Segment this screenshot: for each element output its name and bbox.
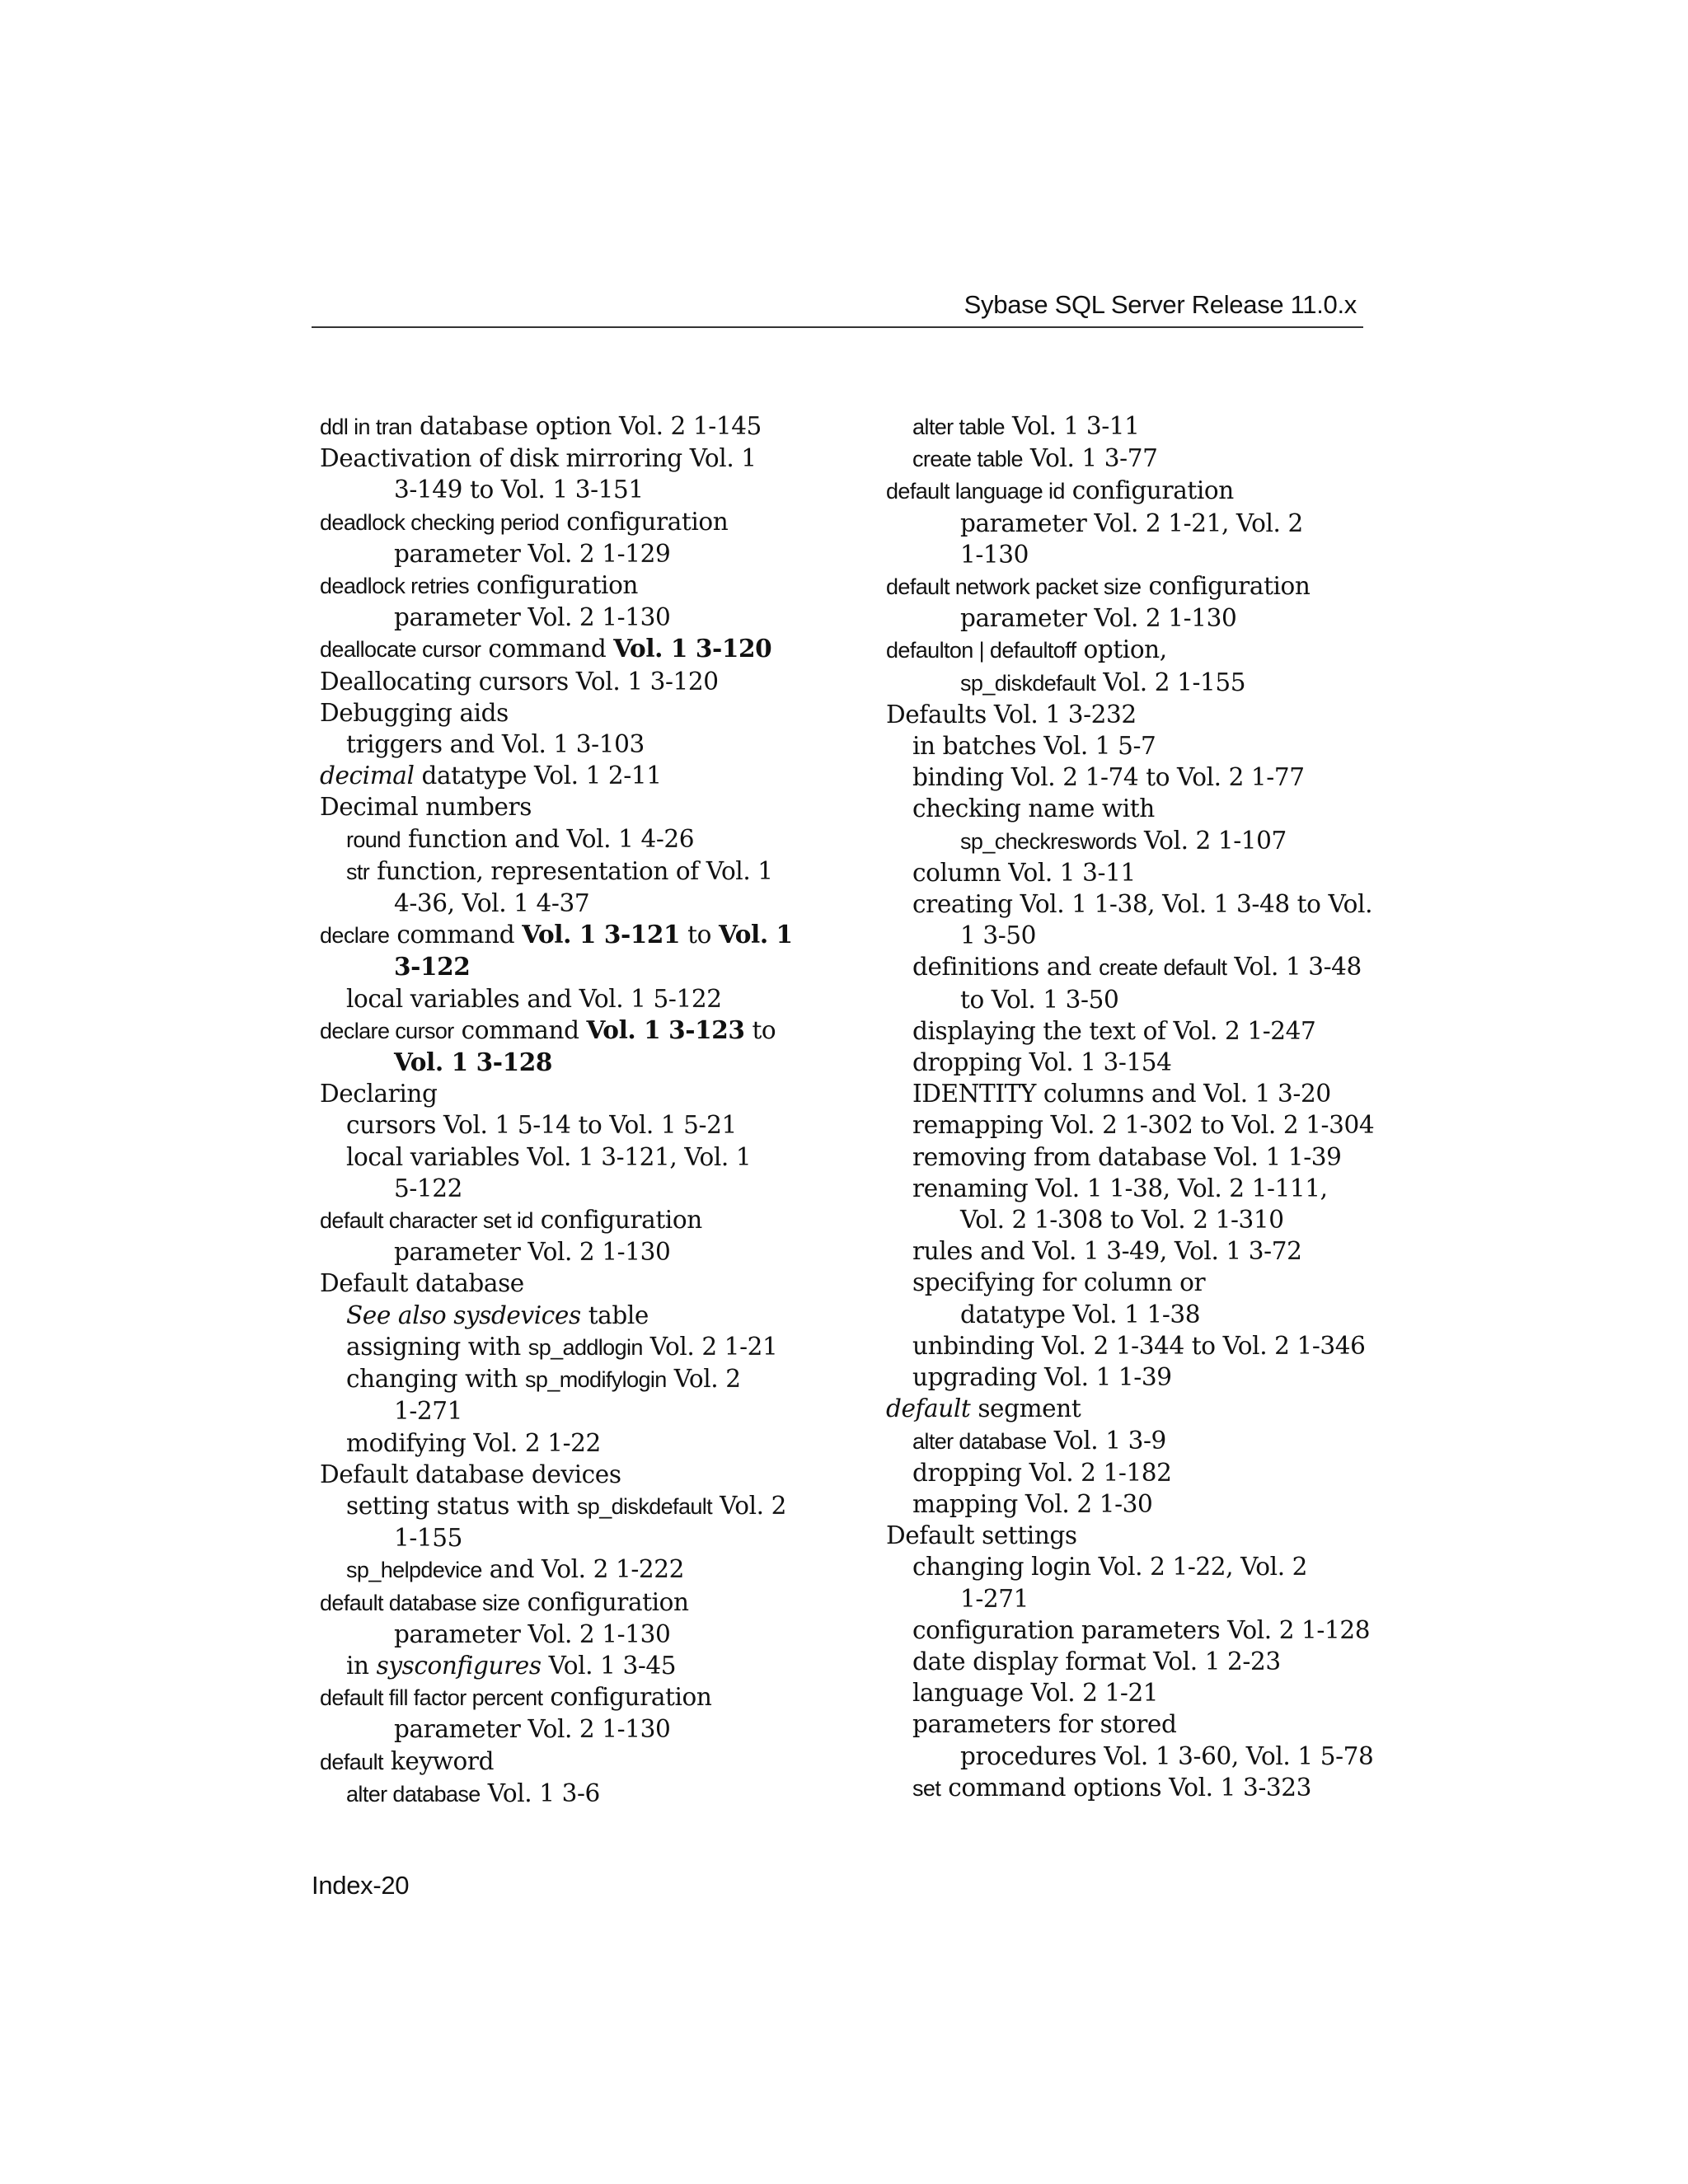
- index-entry: Decimal numbers: [320, 793, 532, 822]
- index-subentry: alter database Vol. 1 3-6: [346, 1779, 600, 1807]
- index-subentry: IDENTITY columns and Vol. 1 3-20: [912, 1080, 1331, 1108]
- index-entry-continuation: parameter Vol. 2 1-130: [394, 1715, 671, 1744]
- index-subentry: alter database Vol. 1 3-9: [912, 1426, 1166, 1455]
- index-entry-continuation: 1-271: [394, 1397, 463, 1426]
- index-entry: defaulton | defaultoff option,: [886, 635, 1167, 664]
- index-subentry: local variables and Vol. 1 5-122: [346, 984, 722, 1013]
- index-entry-continuation: parameter Vol. 2 1-21, Vol. 2: [960, 509, 1303, 537]
- index-subentry: changing with sp_modifylogin Vol. 2: [346, 1365, 741, 1394]
- index-subentry: binding Vol. 2 1-74 to Vol. 2 1-77: [912, 763, 1305, 792]
- index-entry-continuation: sp_checkreswords Vol. 2 1-107: [960, 826, 1287, 855]
- index-entry: declare command Vol. 1 3-121 to Vol. 1: [320, 920, 793, 949]
- index-entry-continuation: sp_diskdefault Vol. 2 1-155: [960, 668, 1246, 696]
- index-subentry: create table Vol. 1 3-77: [912, 444, 1158, 473]
- index-column-left: [320, 410, 847, 1810]
- index-entry-continuation: datatype Vol. 1 1-38: [960, 1300, 1201, 1329]
- index-entry-continuation: 1-130: [960, 540, 1029, 569]
- index-entry: default database size configuration: [320, 1587, 689, 1616]
- index-entry: Default settings: [886, 1521, 1077, 1550]
- index-subentry: specifying for column or: [912, 1268, 1206, 1297]
- index-subentry: remapping Vol. 2 1-302 to Vol. 2 1-304: [912, 1111, 1375, 1140]
- index-subentry: removing from database Vol. 1 1-39: [912, 1142, 1342, 1171]
- index-entry: deadlock checking period configuration: [320, 507, 729, 536]
- index-entry-continuation: 5-122: [394, 1174, 463, 1202]
- index-subentry: sp_helpdevice and Vol. 2 1-222: [346, 1555, 684, 1584]
- index-entry: default network packet size configuration: [886, 572, 1311, 601]
- index-entry-continuation: Vol. 2 1-308 to Vol. 2 1-310: [960, 1206, 1284, 1235]
- index-entry: default character set id configuration: [320, 1206, 702, 1235]
- index-subentry: renaming Vol. 1 1-38, Vol. 2 1-111,: [912, 1174, 1328, 1202]
- index-subentry: alter table Vol. 1 3-11: [912, 412, 1140, 440]
- index-entry-continuation: 1-155: [394, 1524, 463, 1553]
- index-subentry: creating Vol. 1 1-38, Vol. 1 3-48 to Vol.: [912, 890, 1373, 919]
- index-entry: ddl in tran database option Vol. 2 1-145: [320, 412, 762, 440]
- index-subentry: column Vol. 1 3-11: [912, 858, 1136, 887]
- index-subentry: cursors Vol. 1 5-14 to Vol. 1 5-21: [346, 1111, 737, 1140]
- index-entry-continuation: parameter Vol. 2 1-130: [394, 1238, 671, 1267]
- index-subentry: triggers and Vol. 1 3-103: [346, 730, 645, 759]
- index-entry-continuation: to Vol. 1 3-50: [960, 985, 1119, 1014]
- index-subentry: assigning with sp_addlogin Vol. 2 1-21: [346, 1332, 778, 1361]
- running-header: Sybase SQL Server Release 11.0.x: [964, 290, 1357, 319]
- index-entry-continuation: 3-149 to Vol. 1 3-151: [394, 476, 644, 504]
- header-rule: [312, 326, 1363, 328]
- index-subentry: parameters for stored: [912, 1710, 1177, 1739]
- index-entry: Default database devices: [320, 1460, 621, 1488]
- index-subentry: setting status with sp_diskdefault Vol. 2: [346, 1491, 786, 1520]
- index-entry-continuation: parameter Vol. 2 1-130: [394, 603, 671, 632]
- index-subentry: rules and Vol. 1 3-49, Vol. 1 3-72: [912, 1237, 1302, 1266]
- index-entry: default language id configuration: [886, 476, 1234, 505]
- index-entry-continuation: parameter Vol. 2 1-129: [394, 539, 671, 568]
- index-subentry: configuration parameters Vol. 2 1-128: [912, 1615, 1371, 1644]
- index-subentry: checking name with: [912, 794, 1155, 823]
- index-entry-continuation: procedures Vol. 1 3-60, Vol. 1 5-78: [960, 1741, 1374, 1770]
- index-subentry: See also sysdevices table: [346, 1301, 649, 1329]
- index-entry: default segment: [886, 1394, 1081, 1423]
- index-subentry: in sysconfigures Vol. 1 3-45: [346, 1651, 677, 1680]
- index-subentry: round function and Vol. 1 4-26: [346, 824, 695, 853]
- index-entry: default keyword: [320, 1746, 495, 1775]
- index-subentry: mapping Vol. 2 1-30: [912, 1489, 1153, 1518]
- index-entry: deadlock retries configuration: [320, 571, 639, 600]
- index-entry-continuation: parameter Vol. 2 1-130: [960, 604, 1237, 633]
- index-subentry: language Vol. 2 1-21: [912, 1679, 1159, 1708]
- index-entry: default fill factor percent configuration: [320, 1683, 712, 1712]
- index-entry: Declaring: [320, 1080, 438, 1108]
- index-subentry: set command options Vol. 1 3-323: [912, 1773, 1312, 1802]
- index-entry-continuation: 4-36, Vol. 1 4-37: [394, 889, 590, 918]
- index-subentry: displaying the text of Vol. 2 1-247: [912, 1016, 1316, 1045]
- index-entry: Deallocating cursors Vol. 1 3-120: [320, 667, 719, 696]
- index-entry: Deactivation of disk mirroring Vol. 1: [320, 444, 757, 473]
- index-subentry: modifying Vol. 2 1-22: [346, 1428, 601, 1457]
- index-entry: Defaults Vol. 1 3-232: [886, 700, 1137, 729]
- index-subentry: dropping Vol. 2 1-182: [912, 1458, 1172, 1487]
- index-entry: declare cursor command Vol. 1 3-123 to: [320, 1015, 776, 1044]
- index-entry-continuation: 1 3-50: [960, 921, 1037, 950]
- index-entry-continuation: 3-122: [394, 952, 471, 982]
- index-subentry: date display format Vol. 1 2-23: [912, 1647, 1281, 1675]
- index-entry: deallocate cursor command Vol. 1 3-120: [320, 634, 772, 663]
- index-subentry: upgrading Vol. 1 1-39: [912, 1363, 1172, 1392]
- page-number: Index-20: [312, 1871, 410, 1900]
- index-entry: Default database: [320, 1269, 524, 1298]
- index-column-right: [886, 410, 1414, 1804]
- index-entry-continuation: 1-271: [960, 1584, 1029, 1613]
- index-subentry: definitions and create default Vol. 1 3-48: [912, 953, 1362, 982]
- index-entry-continuation: Vol. 1 3-128: [394, 1047, 552, 1077]
- index-subentry: local variables Vol. 1 3-121, Vol. 1: [346, 1142, 752, 1171]
- index-subentry: unbinding Vol. 2 1-344 to Vol. 2 1-346: [912, 1331, 1366, 1360]
- index-entry-continuation: parameter Vol. 2 1-130: [394, 1619, 671, 1648]
- index-entry: Debugging aids: [320, 698, 509, 727]
- index-subentry: in batches Vol. 1 5-7: [912, 732, 1156, 761]
- index-subentry: dropping Vol. 1 3-154: [912, 1048, 1172, 1077]
- index-entry: decimal datatype Vol. 1 2-11: [320, 762, 662, 790]
- index-subentry: changing login Vol. 2 1-22, Vol. 2: [912, 1553, 1308, 1582]
- index-subentry: str function, representation of Vol. 1: [346, 856, 773, 885]
